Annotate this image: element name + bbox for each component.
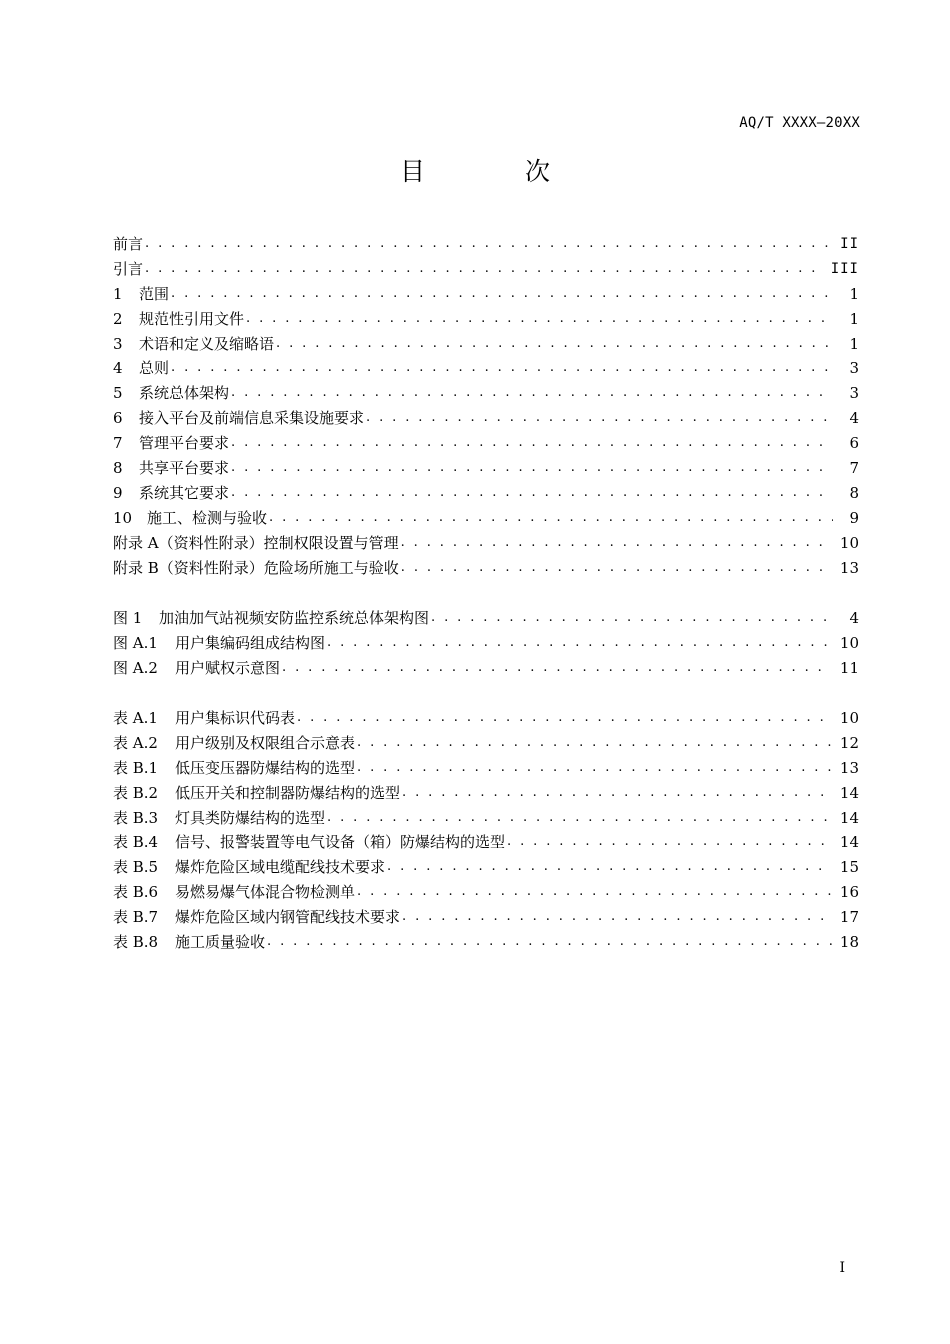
leader-dots — [145, 232, 832, 257]
toc-entry-number: 图 A.1 — [113, 633, 158, 652]
leader-dots — [357, 731, 832, 756]
toc-entry-page: 8 — [849, 483, 859, 502]
leader-dots — [171, 282, 833, 307]
leader-dots — [387, 855, 832, 880]
leader-dots — [231, 381, 833, 406]
toc-entry-table[interactable] — [113, 706, 859, 731]
toc-entry-label: 爆炸危险区域电缆配线技术要求 — [175, 858, 386, 877]
toc-entry-table[interactable] — [113, 806, 859, 831]
toc-entry-number: 9 — [113, 483, 123, 502]
toc-entry-figure[interactable] — [113, 656, 859, 681]
toc-entry-page: 13 — [839, 758, 859, 777]
leader-dots — [327, 806, 832, 831]
toc-entry-label: 共享平台要求 — [139, 459, 230, 478]
toc-entry-number: 1 — [113, 284, 123, 303]
toc-entry-foreword[interactable] — [113, 232, 859, 257]
toc-entry-page: II — [840, 236, 859, 252]
toc-entry-label: 引言 — [113, 259, 144, 278]
toc-entry-label: 系统其它要求 — [139, 483, 230, 502]
toc-entry-page: 7 — [849, 459, 859, 478]
leader-dots — [276, 332, 833, 357]
toc-entry-number: 8 — [113, 459, 123, 478]
leader-dots — [267, 930, 832, 955]
toc-entry-chapter-2[interactable] — [113, 307, 859, 332]
toc-entry-page: 3 — [849, 359, 859, 378]
toc-entry-page: 10 — [839, 633, 859, 652]
toc-entry-page: 15 — [839, 858, 859, 877]
toc-entry-introduction[interactable] — [113, 257, 859, 282]
toc-entry-page: 6 — [849, 434, 859, 453]
toc-entry-number: 2 — [113, 309, 123, 328]
toc-entry-label: 用户级别及权限组合示意表 — [175, 733, 356, 752]
toc-entry-chapter-5[interactable] — [113, 381, 859, 406]
toc-entry-chapter-4[interactable] — [113, 356, 859, 381]
toc-entry-number: 表 A.1 — [113, 709, 158, 727]
toc-entry-number: 表 B.5 — [113, 858, 159, 877]
toc-entry-chapter-3[interactable] — [113, 332, 859, 357]
toc-entry-appendix-a[interactable] — [113, 531, 859, 556]
toc-entry-number: 3 — [113, 334, 123, 353]
toc-entry-page: 1 — [849, 334, 859, 353]
toc-entry-page: 12 — [839, 733, 859, 752]
toc-entry-number: 5 — [113, 384, 123, 403]
leader-dots — [357, 880, 832, 905]
toc-entry-appendix-b[interactable] — [113, 556, 859, 581]
toc-entry-number: 表 B.4 — [113, 833, 159, 852]
toc-entry-label: 易燃易爆气体混合物检测单 — [175, 883, 356, 902]
toc-entry-chapter-7[interactable] — [113, 431, 859, 456]
page-title: 目 次 — [400, 157, 596, 186]
toc-entry-label: 规范性引用文件 — [139, 309, 245, 328]
toc-entry-chapter-6[interactable] — [113, 406, 859, 431]
toc-entry-number: 4 — [113, 359, 123, 378]
leader-dots — [171, 356, 833, 381]
toc-entry-label: 用户赋权示意图 — [175, 658, 281, 677]
toc-entry-chapter-9[interactable] — [113, 481, 859, 506]
leader-dots — [402, 781, 832, 806]
leader-dots — [269, 506, 833, 531]
toc-entry-table[interactable] — [113, 781, 859, 806]
toc-entry-table[interactable] — [113, 731, 859, 756]
toc-entry-number: 表 B.7 — [113, 908, 159, 927]
toc-entry-page: 1 — [849, 284, 859, 303]
toc-entry-label: 用户集编码组成结构图 — [175, 633, 326, 652]
leader-dots — [231, 456, 833, 481]
toc-entry-page: 4 — [849, 409, 859, 428]
toc-entry-number: 表 B.6 — [113, 883, 159, 902]
toc-entry-chapter-8[interactable] — [113, 456, 859, 481]
toc-entry-number: 表 B.1 — [113, 758, 159, 777]
toc-entry-table[interactable] — [113, 880, 859, 905]
toc-entry-page: 13 — [839, 558, 859, 577]
leader-dots — [145, 257, 823, 282]
page-number: I — [839, 1260, 845, 1276]
toc-entry-label: 低压开关和控制器防爆结构的选型 — [175, 783, 401, 802]
toc-entry-label: 系统总体架构 — [139, 384, 230, 403]
toc-entry-label: 用户集标识代码表 — [175, 709, 296, 727]
toc-entry-number: 图 A.2 — [113, 658, 158, 677]
toc-entry-label: 前言 — [113, 235, 144, 253]
leader-dots — [507, 830, 832, 855]
toc-figures — [113, 606, 859, 681]
toc-entry-label: 低压变压器防爆结构的选型 — [175, 758, 356, 777]
toc-entry-label: 灯具类防爆结构的选型 — [175, 808, 326, 827]
toc-entry-label: 管理平台要求 — [139, 434, 230, 453]
toc-entry-label: 接入平台及前端信息采集设施要求 — [139, 409, 365, 428]
toc-entry-number: 表 A.2 — [113, 733, 158, 752]
leader-dots — [327, 631, 832, 656]
toc-tables — [113, 706, 859, 955]
toc-entry-number: 6 — [113, 409, 123, 428]
toc-entry-label: 信号、报警装置等电气设备（箱）防爆结构的选型 — [175, 833, 506, 852]
toc-entry-figure[interactable] — [113, 606, 859, 631]
toc-entry-page: 16 — [839, 883, 859, 902]
toc-entry-table[interactable] — [113, 930, 859, 955]
toc-entry-number: 表 B.2 — [113, 783, 159, 802]
toc-entry-label: 附录 A（资料性附录）控制权限设置与管理 — [113, 533, 399, 552]
toc-entry-chapter-1[interactable] — [113, 282, 859, 307]
toc-entry-page: 11 — [839, 658, 859, 677]
toc-entry-page: 1 — [849, 309, 859, 328]
document-code: AQ/T XXXX—20XX — [739, 115, 860, 131]
leader-dots — [357, 756, 832, 781]
toc-entry-page: 10 — [839, 533, 859, 552]
toc-entry-page: 14 — [839, 808, 859, 827]
toc-entry-page: III — [830, 260, 859, 277]
toc-entry-figure[interactable] — [113, 631, 859, 656]
leader-dots — [366, 406, 833, 431]
toc-entry-number: 表 B.3 — [113, 808, 159, 827]
leader-dots — [401, 556, 832, 581]
toc-entry-page: 3 — [849, 384, 859, 403]
toc-entry-page: 10 — [839, 709, 859, 727]
toc-entry-table[interactable] — [113, 756, 859, 781]
leader-dots — [401, 531, 832, 556]
toc-entry-page: 18 — [839, 933, 859, 952]
toc-entry-number: 7 — [113, 434, 123, 453]
toc-entry-page: 14 — [839, 833, 859, 852]
toc-entry-page: 9 — [849, 508, 859, 527]
leader-dots — [282, 656, 832, 681]
leader-dots — [297, 706, 832, 731]
toc-entry-number: 10 — [113, 508, 133, 527]
toc-entry-number: 图 1 — [113, 609, 143, 627]
toc-entry-table[interactable] — [113, 830, 859, 855]
toc-entry-label: 术语和定义及缩略语 — [139, 334, 275, 353]
toc-entry-label: 施工、检测与验收 — [147, 508, 268, 527]
toc-entry-number: 表 B.8 — [113, 933, 159, 952]
toc-entry-label: 总则 — [139, 359, 170, 378]
leader-dots — [231, 431, 833, 456]
toc-entry-page: 17 — [839, 908, 859, 927]
toc-entry-label: 施工质量验收 — [175, 933, 266, 952]
toc-entry-label: 爆炸危险区域内钢管配线技术要求 — [175, 908, 401, 927]
toc-entry-table[interactable] — [113, 905, 859, 930]
leader-dots — [402, 905, 832, 930]
toc-entry-table[interactable] — [113, 855, 859, 880]
leader-dots — [246, 307, 833, 332]
toc-entry-label: 附录 B（资料性附录）危险场所施工与验收 — [113, 558, 399, 577]
toc-entry-label: 加油加气站视频安防监控系统总体架构图 — [159, 609, 430, 627]
toc-entry-chapter-10[interactable] — [113, 506, 859, 531]
toc-entry-page: 4 — [849, 609, 859, 627]
toc-entry-page: 14 — [839, 783, 859, 802]
leader-dots — [231, 481, 833, 506]
toc-entry-label: 范围 — [139, 284, 170, 303]
leader-dots — [431, 606, 833, 631]
toc-chapters — [113, 232, 859, 580]
